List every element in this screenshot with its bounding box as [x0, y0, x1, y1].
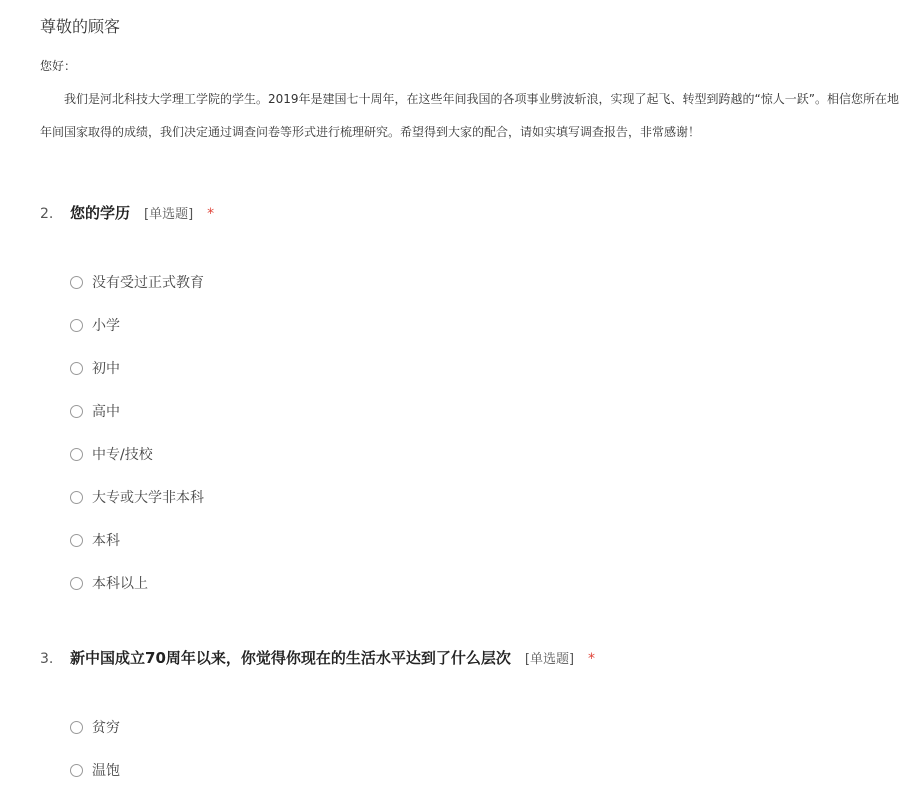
question-title: 您的学历: [70, 204, 131, 222]
option-label: 温饱: [92, 763, 120, 779]
question-2-header: [40, 202, 214, 223]
option-primary-school[interactable]: [70, 316, 120, 334]
radio-button[interactable]: [70, 405, 83, 418]
greeting-text: 您好：: [40, 59, 77, 73]
question-type-label: [单选题]: [524, 652, 575, 667]
radio-button[interactable]: [70, 764, 83, 777]
intro-paragraph-line-2: 年间国家取得的成绩，我们决定通过调查问卷等形式进行梳理研究。希望得到大家的配合，请如实填写调查报告，非常感谢！: [40, 125, 701, 139]
option-no-formal-education[interactable]: [70, 273, 204, 291]
required-marker: *: [207, 206, 215, 222]
option-above-bachelor[interactable]: [70, 574, 148, 592]
radio-button[interactable]: [70, 534, 83, 547]
option-bachelor[interactable]: [70, 531, 120, 549]
option-poor[interactable]: [70, 718, 120, 736]
radio-button[interactable]: [70, 319, 83, 332]
question-type-label: [单选题]: [144, 207, 194, 222]
option-label: 小学: [92, 318, 120, 334]
radio-button[interactable]: [70, 448, 83, 461]
radio-button[interactable]: [70, 721, 83, 734]
question-number: 3.: [40, 651, 54, 667]
option-junior-college[interactable]: [70, 488, 204, 506]
option-label: 本科: [92, 533, 120, 549]
radio-button[interactable]: [70, 577, 83, 590]
option-label: 中专/技校: [92, 447, 153, 463]
option-label: 贫穷: [92, 720, 120, 736]
option-label: 高中: [92, 404, 120, 420]
radio-button[interactable]: [70, 362, 83, 375]
option-vocational-school[interactable]: [70, 445, 153, 463]
greeting-title: 尊敬的顾客: [40, 17, 121, 36]
radio-button[interactable]: [70, 491, 83, 504]
radio-button[interactable]: [70, 276, 83, 289]
required-marker: *: [588, 651, 596, 667]
option-label: 本科以上: [92, 576, 148, 592]
question-title: 新中国成立70周年以来，你觉得你现在的生活水平达到了什么层次: [70, 649, 511, 667]
option-label: 大专或大学非本科: [92, 490, 204, 506]
option-senior-high[interactable]: [70, 402, 120, 420]
option-junior-high[interactable]: [70, 359, 120, 377]
intro-paragraph-line-1: 我们是河北科技大学理工学院的学生。2019年是建国七十周年，在这些年间我国的各项事业劈波斩浪，实现了起飞、转型到跨越的“惊人一跃”。相信您所在地: [64, 92, 899, 106]
question-number: 2.: [40, 206, 54, 222]
option-subsistence[interactable]: [70, 761, 120, 779]
question-3-header: [40, 647, 595, 668]
option-label: 没有受过正式教育: [92, 275, 204, 291]
option-label: 初中: [92, 361, 120, 377]
